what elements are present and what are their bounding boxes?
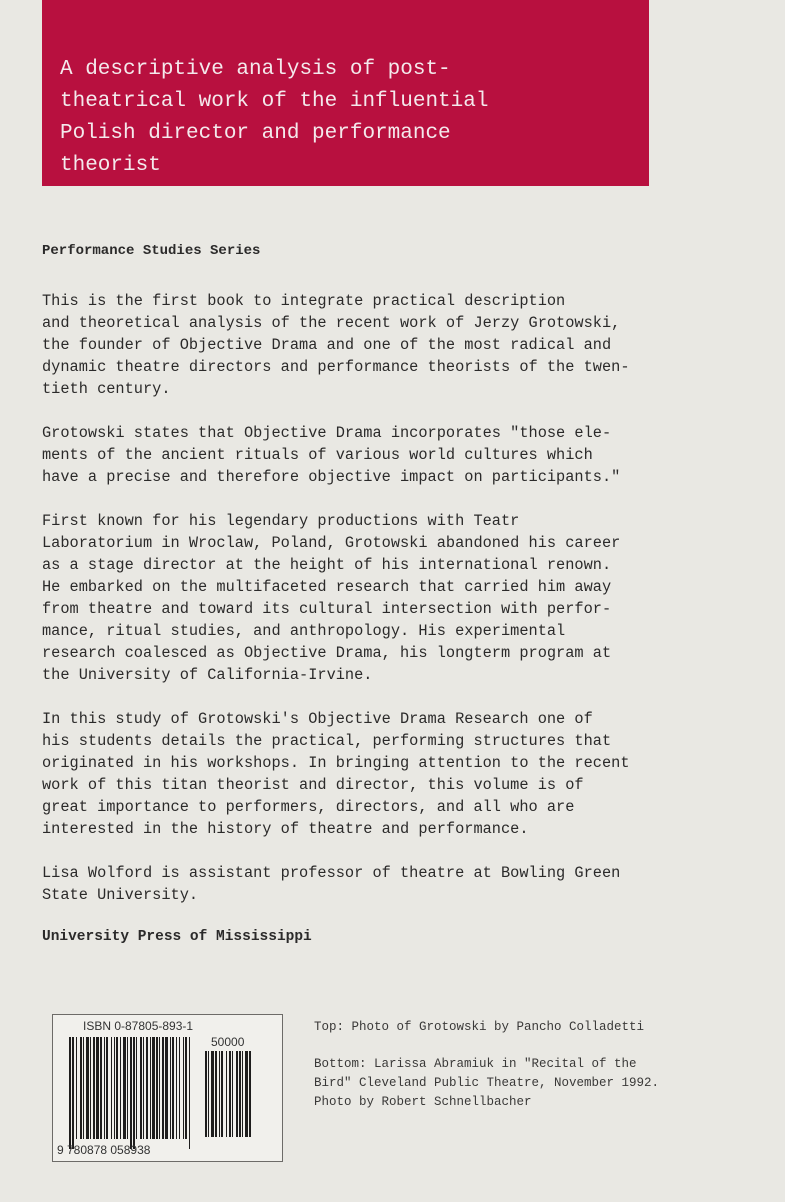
- description-paragraph: In this study of Grotowski's Objective Drama Research one of his students details the practical, performing structures that originated in his workshops. In bringing attention to the recent work of this titan theorist and director, this volume is of great importance to performers, directors, and all who are interested in the history of theatre and performance.: [42, 710, 630, 838]
- barcode-bar: [189, 1037, 190, 1149]
- ean-number: 9 780878 058938: [57, 1143, 151, 1157]
- barcode-bar: [106, 1037, 108, 1139]
- photo-credit-top: Top: Photo of Grotowski by Pancho Colladetti: [314, 1020, 645, 1034]
- barcode-bar: [93, 1037, 95, 1139]
- series-title: Performance Studies Series: [42, 243, 261, 259]
- barcode-bar: [100, 1037, 102, 1139]
- barcode-bar: [90, 1037, 91, 1139]
- barcode-bar: [127, 1037, 128, 1139]
- barcode-bar: [249, 1051, 251, 1137]
- barcode-bar: [179, 1037, 180, 1139]
- barcode-bar: [114, 1037, 115, 1139]
- barcode-bar: [80, 1037, 82, 1139]
- barcode-bar: [242, 1051, 243, 1137]
- barcode-addon-bars: [205, 1051, 269, 1147]
- barcode-bar: [143, 1037, 144, 1139]
- barcode-bar: [176, 1037, 177, 1139]
- barcode-bar: [76, 1037, 77, 1139]
- barcode-bar: [150, 1037, 151, 1139]
- barcode-bar: [69, 1037, 71, 1149]
- barcode-bar: [229, 1051, 231, 1137]
- barcode-bar: [130, 1037, 132, 1149]
- photo-credits: [314, 1018, 754, 1130]
- barcode-bar: [221, 1051, 223, 1137]
- barcode-bar: [152, 1037, 155, 1139]
- barcode-bar: [205, 1051, 207, 1137]
- barcode-bar: [136, 1037, 137, 1139]
- barcode-bar: [133, 1037, 135, 1149]
- barcode-bar: [96, 1037, 99, 1139]
- photo-credit-bottom: Bottom: Larissa Abramiuk in "Recital of the Bird" Cleveland Public Theatre, November 1992. Photo by Robert Schnellbacher: [314, 1057, 660, 1109]
- barcode-bar: [72, 1037, 74, 1149]
- barcode-bar: [123, 1037, 126, 1139]
- barcode-bar: [162, 1037, 164, 1139]
- barcode-bar: [215, 1051, 217, 1137]
- barcode-bar: [226, 1051, 227, 1137]
- barcode-bar: [159, 1037, 160, 1139]
- barcode-bar: [172, 1037, 174, 1139]
- barcode-bar: [116, 1037, 118, 1139]
- barcode-bar: [140, 1037, 142, 1139]
- description-paragraph: First known for his legendary productions with Teatr Laboratorium in Wroclaw, Poland, Grotowski abandoned his career as a stage director at the height of his international renown. He embarked on the multifaceted research that carried him away from theatre and toward its cultural intersection with perfor- mance, ritual studies, and anthropology. His experimental research coalesced as Objective Drama, his longterm program at the University of California-Irvine.: [42, 512, 621, 684]
- barcode-bar: [104, 1037, 105, 1139]
- description-paragraph: This is the first book to integrate practical description and theoretical analysis of the recent work of Jerzy Grotowski, the founder of Objective Drama and one of the most radical and dynamic theatre directors and performance theorists of the twen- tieth century.: [42, 292, 630, 398]
- barcode-addon-label: 50000: [211, 1035, 245, 1049]
- barcode-bar: [236, 1051, 238, 1137]
- barcode-bar: [146, 1037, 148, 1139]
- cover-banner: [42, 0, 649, 186]
- barcode-bar: [183, 1037, 184, 1139]
- barcode-bar: [170, 1037, 171, 1139]
- banner-tagline: A descriptive analysis of post- theatrical work of the influential Polish director and performance theorist: [60, 58, 489, 177]
- barcode-bar: [219, 1051, 220, 1137]
- barcode-bar: [185, 1037, 187, 1139]
- isbn-label: ISBN 0-87805-893-1: [83, 1019, 194, 1033]
- barcode-bar: [239, 1051, 241, 1137]
- barcode-bar: [83, 1037, 84, 1139]
- publisher-name: University Press of Mississippi: [42, 929, 312, 945]
- barcode-bar: [208, 1051, 209, 1137]
- author-bio: Lisa Wolford is assistant professor of theatre at Bowling Green State University.: [42, 864, 621, 904]
- description-paragraph: Grotowski states that Objective Drama incorporates "those ele- ments of the ancient rituals of various world cultures which have a precise and therefore objective impact on participants.": [42, 424, 621, 486]
- back-cover-text: [42, 240, 762, 948]
- barcode-bar: [211, 1051, 214, 1137]
- barcode-bar: [86, 1037, 89, 1139]
- barcode-bar: [245, 1051, 248, 1137]
- barcode-bar: [111, 1037, 112, 1139]
- barcode-bar: [232, 1051, 233, 1137]
- barcode-bar: [156, 1037, 158, 1139]
- barcode-box: [52, 1014, 283, 1162]
- barcode-bar: [165, 1037, 168, 1139]
- barcode-bar: [120, 1037, 121, 1139]
